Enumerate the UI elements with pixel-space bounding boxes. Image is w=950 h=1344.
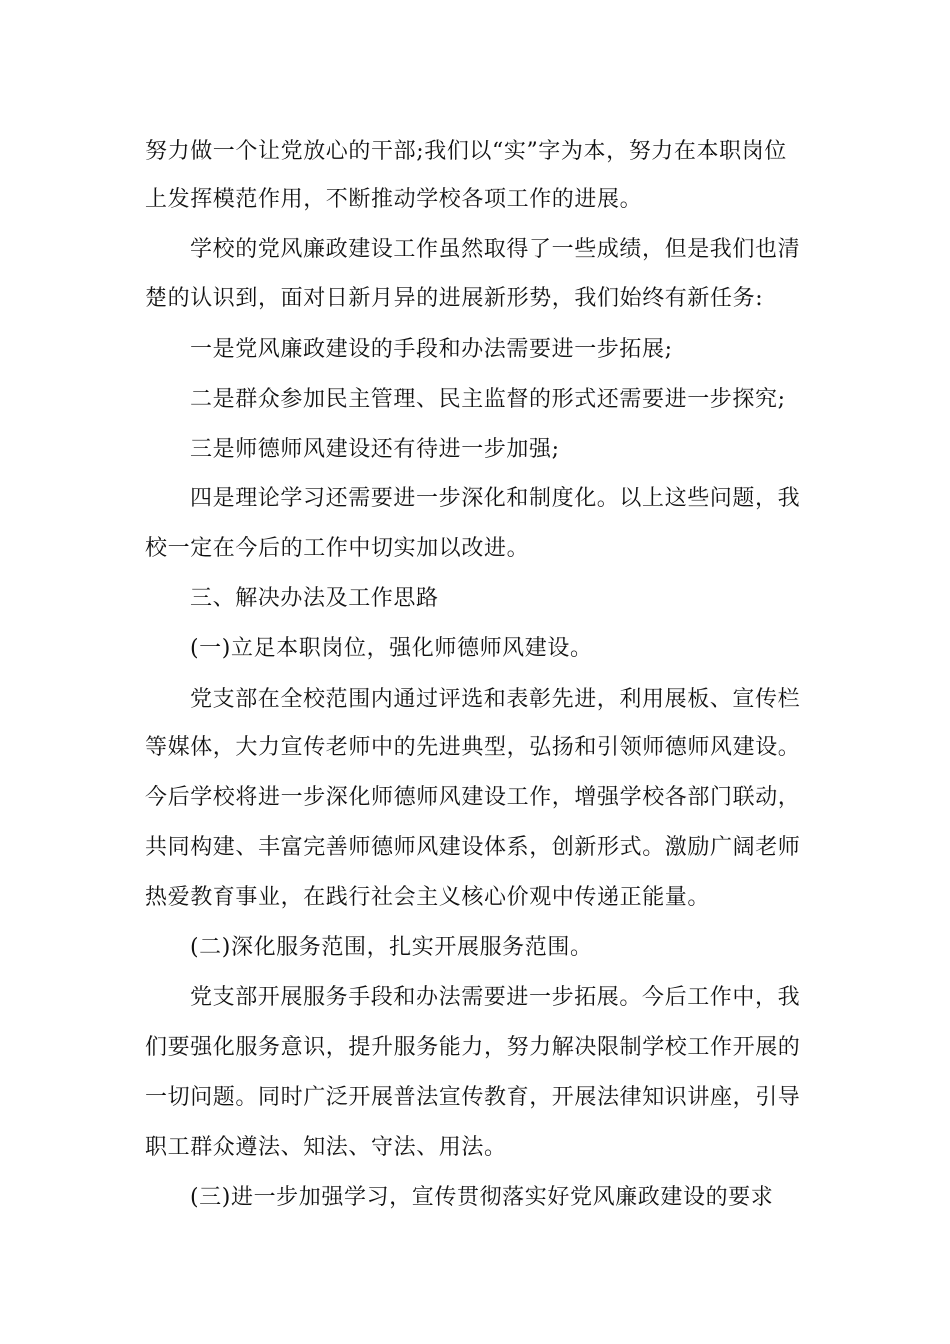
text-line: 学校的党风廉政建设工作虽然取得了一些成绩，但是我们也清 [190, 237, 801, 262]
subsection-heading: (二)深化服务范围，扎实开展服务范围。 [190, 935, 593, 960]
text-line: 热爱教育事业，在践行社会主义核心价观中传递正能量。 [145, 885, 711, 910]
text-line: 党支部在全校范围内通过评选和表彰先进，利用展板、宣传栏 [190, 687, 801, 712]
text-line: 党支部开展服务手段和办法需要进一步拓展。今后工作中，我 [190, 985, 801, 1010]
text-line: 们要强化服务意识，提升服务能力，努力解决限制学校工作开展的 [145, 1035, 801, 1060]
text-line: 一切问题。同时广泛开展普法宣传教育，开展法律知识讲座，引导 [145, 1085, 801, 1110]
text-line: 校一定在今后的工作中切实加以改进。 [145, 536, 530, 561]
section-heading: 三、解决办法及工作思路 [190, 586, 439, 611]
subsection-heading: (一)立足本职岗位，强化师德师风建设。 [190, 636, 593, 661]
text-line: 努力做一个让党放心的干部;我们以“实”字为本，努力在本职岗位 [145, 139, 787, 164]
text-line: 楚的认识到，面对日新月异的进展新形势，我们始终有新任务: [145, 286, 764, 311]
text-line: 今后学校将进一步深化师德师风建设工作，增强学校各部门联动， [145, 785, 801, 810]
text-line: 等媒体，大力宣传老师中的先进典型，弘扬和引领师德师风建设。 [145, 735, 801, 760]
text-line: 上发挥模范作用，不断推动学校各项工作的进展。 [145, 187, 643, 212]
text-line: 一是党风廉政建设的手段和办法需要进一步拓展; [190, 337, 673, 362]
text-line: 三是师德师风建设还有待进一步加强; [190, 437, 560, 462]
text-line: 职工群众遵法、知法、守法、用法。 [145, 1135, 507, 1160]
text-line: 共同构建、丰富完善师德师风建设体系，创新形式。激励广阔老师 [145, 835, 801, 860]
subsection-heading: (三)进一步加强学习，宣传贯彻落实好党风廉政建设的要求 [190, 1185, 774, 1210]
text-line: 四是理论学习还需要进一步深化和制度化。以上这些问题，我 [190, 486, 801, 511]
text-line: 二是群众参加民主管理、民主监督的形式还需要进一步探究; [190, 387, 786, 412]
